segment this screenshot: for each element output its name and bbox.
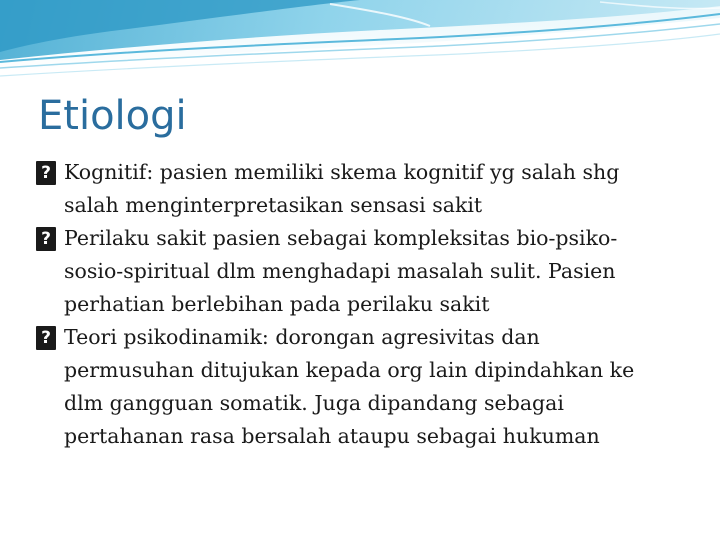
- bullet-item: [36, 222, 676, 321]
- bullet-item: [36, 321, 676, 453]
- bullet-item: [36, 156, 676, 222]
- slide-title: Etiologi: [38, 93, 187, 139]
- bullet-text: Perilaku sakit pasien sebagai kompleksitas bio-psiko-sosio-spiritual dlm menghadapi masalah sulit. Pasien perhatian berlebihan pada perilaku sakit: [64, 226, 618, 316]
- header-wave-decoration: [0, 0, 720, 90]
- missing-glyph-icon: [36, 326, 56, 350]
- bullet-list: [36, 156, 676, 453]
- bullet-text: Kognitif: pasien memiliki skema kognitif yg salah shg salah menginterpretasikan sensasi sakit: [64, 160, 620, 217]
- missing-glyph-icon: [36, 161, 56, 185]
- bullet-text: Teori psikodinamik: dorongan agresivitas dan permusuhan ditujukan kepada org lain dipindahkan ke dlm gangguan somatik. Juga dipandang sebagai pertahanan rasa bersalah ataupu sebagai hukuman: [64, 325, 635, 448]
- missing-glyph-icon: [36, 227, 56, 251]
